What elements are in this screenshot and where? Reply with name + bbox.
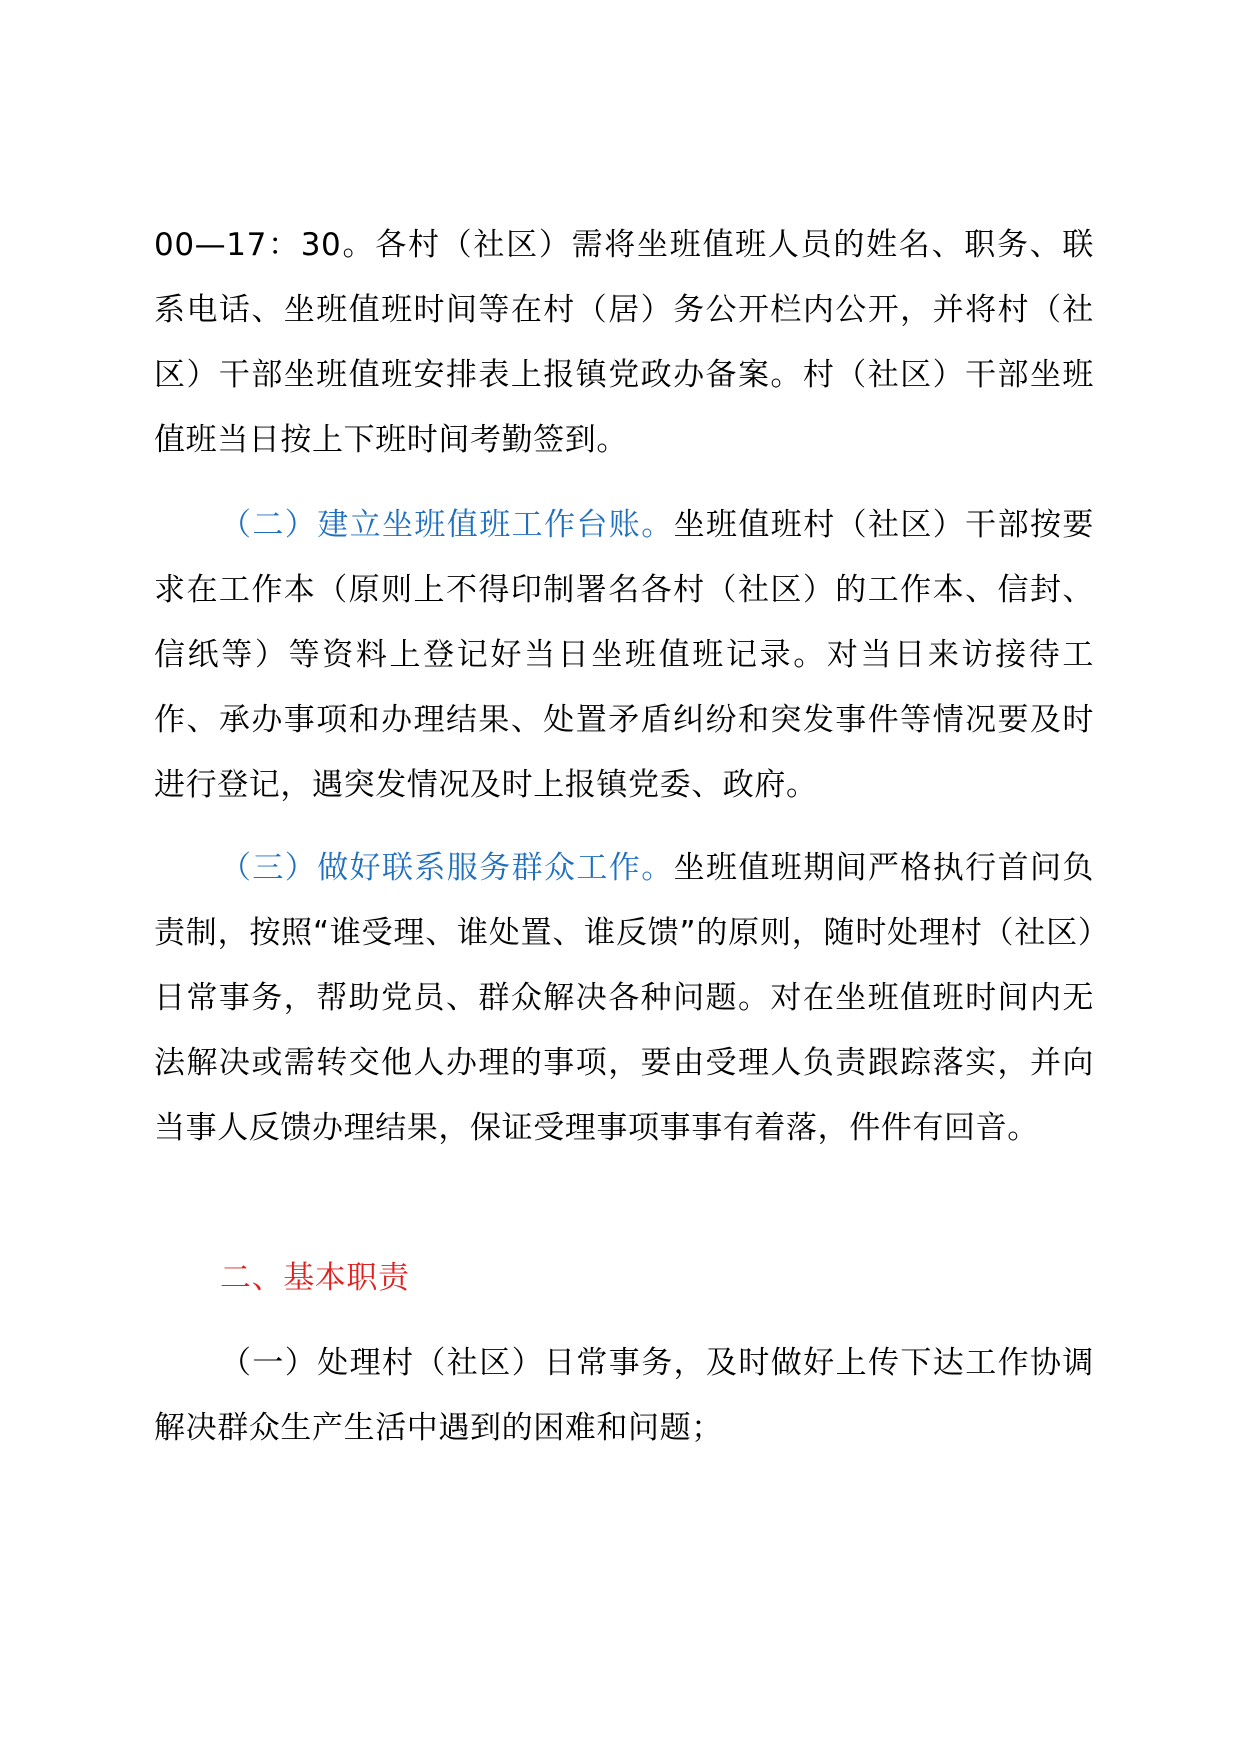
subheading-duty-ledger: （二）建立坐班值班工作台账。 [220,507,674,543]
paragraph-text: 坐班值班村（社区）干部按要求在工作本（原则上不得印制署名各村（社区）的工作本、信封、信纸等）等资料上登记好当日坐班值班记录。对当日来访接待工作、承办事项和办理结果、处置矛盾纠纷和突发事件等情况要及时进行登记，遇突发情况及时上报镇党委、政府。 [154,507,1094,803]
subheading-serve-public: （三）做好联系服务群众工作。 [220,850,674,886]
paragraph-duty-ledger [154,493,1094,818]
paragraph-text: 坐班值班期间严格执行首问负责制，按照“谁受理、谁处置、谁反馈”的原则，随时处理村（社区）日常事务，帮助党员、群众解决各种问题。对在坐班值班时间内无法解决或需转交他人办理的事项，要由受理人负责跟踪落实，并向当事人反馈办理结果，保证受理事项事事有着落，件件有回音。 [154,850,1094,1146]
paragraph-serve-public [154,836,1094,1161]
paragraph-daily-affairs: （一）处理村（社区）日常事务，及时做好上传下达工作协调解决群众生产生活中遇到的困难和问题； [154,1345,1094,1446]
paragraph-office-hours [154,213,1094,473]
section-heading-basic-duties: 二、基本职责 [220,1260,410,1296]
paragraph-text: 00—17：30。各村（社区）需将坐班值班人员的姓名、职务、联系电话、坐班值班时间等在村（居）务公开栏内公开，并将村（社区）干部坐班值班安排表上报镇党政办备案。村（社区）干部坐班值班当日按上下班时间考勤签到。 [154,227,1094,458]
